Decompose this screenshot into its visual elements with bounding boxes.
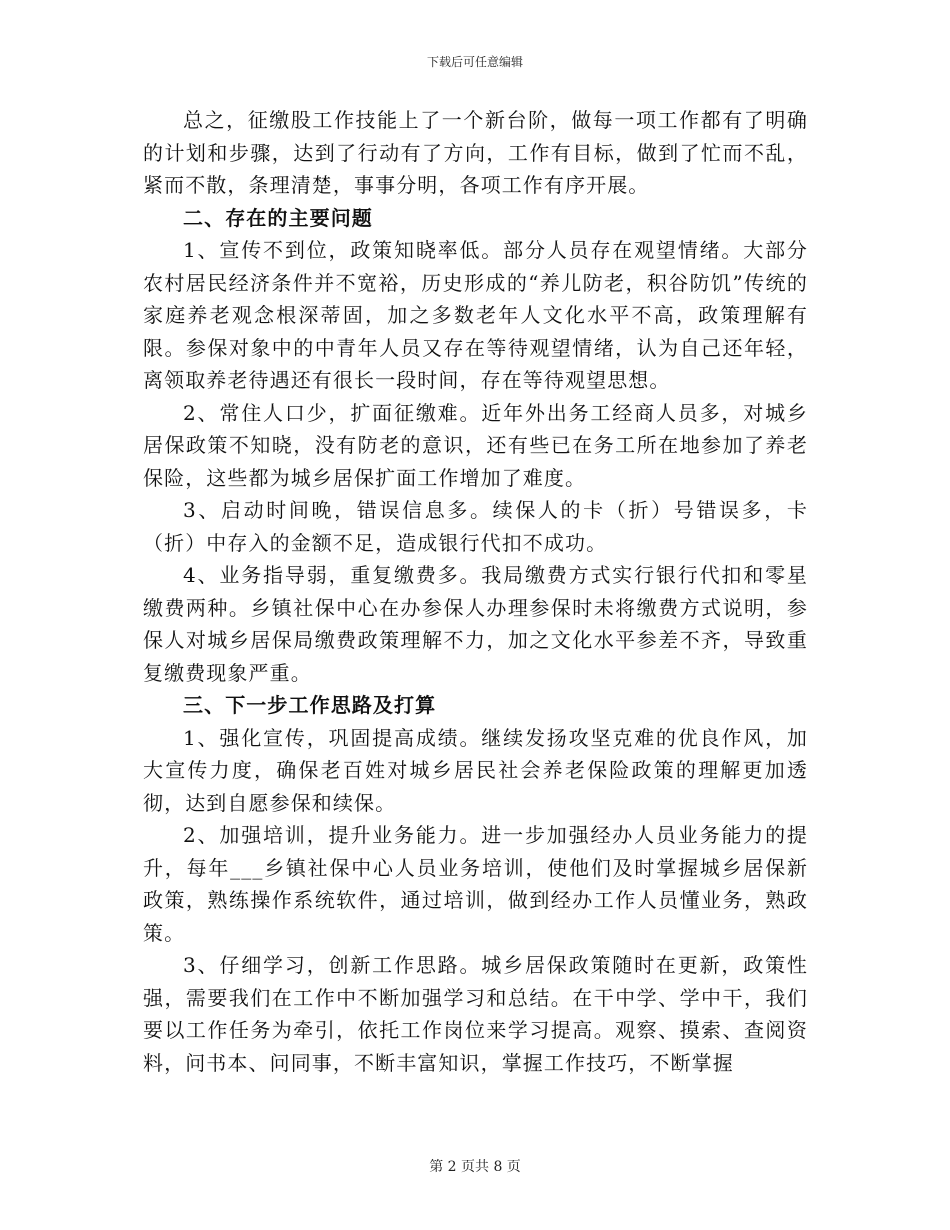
- document-body: [143, 104, 808, 1079]
- paragraph-issue-1: 1、宣传不到位，政策知晓率低。部分人员存在观望情绪。大部分农村居民经济条件并不宽裕，历史形成的“养儿防老，积谷防饥”传统的家庭养老观念根深蒂固，加之多数老年人文化水平不高，政策理解有限。参保对象中的中青年人员又存在等待观望情绪，认为自己还年轻，离领取养老待遇还有很长一段时间，存在等待观望思想。: [143, 238, 808, 392]
- paragraph-issue-4: 4、业务指导弱，重复缴费多。我局缴费方式实行银行代扣和零星缴费两种。乡镇社保中心在办参保人办理参保时未将缴费方式说明，参保人对城乡居保局缴费政策理解不力，加之文化水平参差不齐，导致重复缴费现象严重。: [143, 563, 808, 685]
- section-heading-problems: 二、存在的主要问题: [183, 205, 373, 230]
- paragraph-summary: 总之，征缴股工作技能上了一个新台阶，做每一项工作都有了明确的计划和步骤，达到了行动有了方向，工作有目标，做到了忙而不乱，紧而不散，条理清楚，事事分明，各项工作有序开展。: [143, 108, 808, 197]
- paragraph-issue-3: 3、启动时间晚，错误信息多。续保人的卡（折）号错误多，卡（折）中存入的金额不足，造成银行代扣不成功。: [143, 498, 808, 555]
- page-footer: 第 2 页共 8 页: [429, 1159, 521, 1175]
- paragraph-issue-2: 2、常住人口少，扩面征缴难。近年外出务工经商人员多，对城乡居保政策不知晓，没有防老的意识，还有些已在务工所在地参加了养老保险，这些都为城乡居保扩面工作增加了难度。: [143, 400, 808, 490]
- paragraph-plan-2: 2、加强培训，提升业务能力。进一步加强经办人员业务能力的提升，每年___乡镇社保中心人员业务培训，使他们及时掌握城乡居保新政策，熟练操作系统软件，通过培训，做到经办工作人员懂业务，熟政策。: [143, 823, 808, 945]
- paragraph-plan-1: 1、强化宣传，巩固提高成绩。继续发扬攻坚克难的优良作风，加大宣传力度，确保老百姓对城乡居民社会养老保险政策的理解更加透彻，达到自愿参保和续保。: [143, 725, 808, 815]
- paragraph-plan-3: 3、仔细学习，创新工作思路。城乡居保政策随时在更新，政策性强，需要我们在工作中不断加强学习和总结。在干中学、学中干，我们要以工作任务为牵引，依托工作岗位来学习提高。观察、摸索、查阅资料，问书本、问同事，不断丰富知识，掌握工作技巧，不断掌握: [143, 953, 808, 1075]
- page-header: 下载后可任意编辑: [426, 55, 523, 69]
- section-heading-next-steps: 三、下一步工作思路及打算: [183, 693, 437, 717]
